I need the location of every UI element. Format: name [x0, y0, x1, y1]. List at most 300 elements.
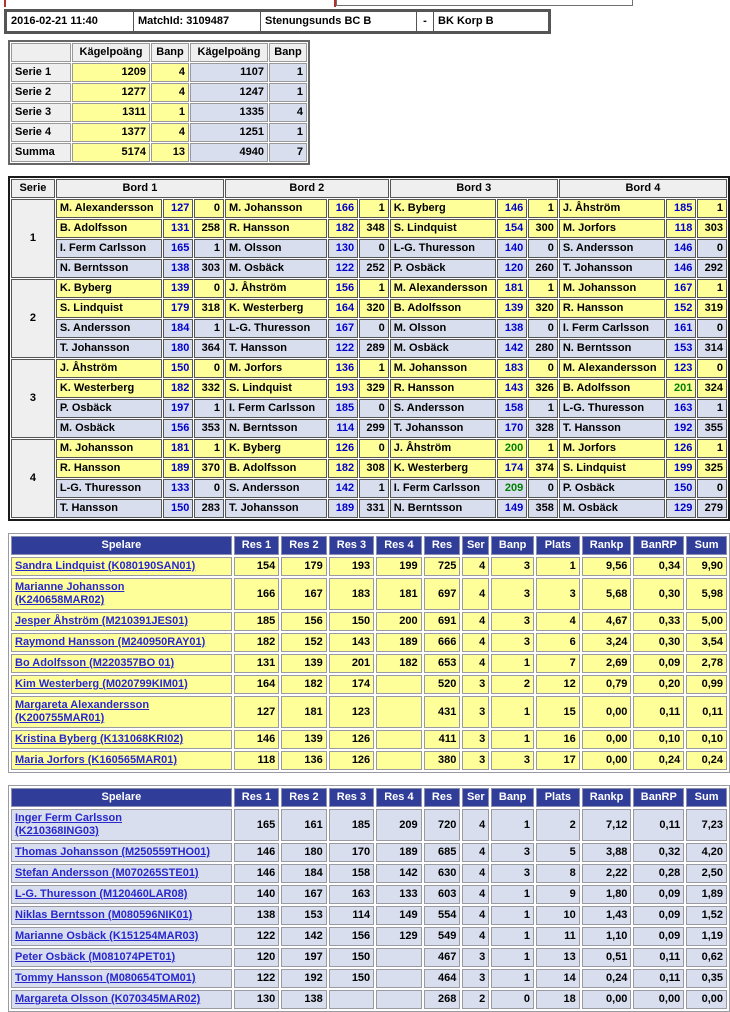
lane-points: 3 — [491, 843, 534, 862]
res-4: 182 — [376, 654, 421, 673]
game-score: 167 — [328, 319, 358, 338]
lane-rank-points: 0,30 — [633, 633, 684, 652]
player-link[interactable]: Thomas Johansson (M250559THO01) — [15, 846, 211, 858]
home-banp: 1 — [151, 103, 189, 122]
lane-points: 0 — [528, 319, 558, 338]
player-link[interactable]: Niklas Berntsson (M080596NIK01) — [15, 909, 193, 921]
res-4 — [376, 675, 421, 694]
place: 5 — [536, 843, 580, 862]
res-3: 193 — [329, 557, 374, 576]
player-name: K. Westerberg — [56, 379, 162, 398]
lane-points: 1 — [359, 279, 389, 298]
player-link[interactable]: Tommy Hansson (M080654TOM01) — [15, 972, 196, 984]
res-total: 467 — [424, 948, 461, 967]
game-score: 146 — [497, 199, 527, 218]
res-1: 164 — [234, 675, 279, 694]
team-separator: - — [417, 12, 433, 31]
player-stats-row — [11, 696, 727, 728]
rank-points: 3,24 — [582, 633, 632, 652]
player-link[interactable]: Jesper Åhström (M210391JES01) — [15, 615, 189, 627]
stats-header-res-1: Res 1 — [234, 536, 279, 555]
game-score: 179 — [163, 299, 193, 318]
lane-points: 325 — [697, 459, 727, 478]
stats-header-res-2: Res 2 — [281, 536, 326, 555]
stats-header-banrp: BanRP — [633, 788, 684, 807]
player-stats-row — [11, 864, 727, 883]
res-total: 691 — [424, 612, 461, 631]
res-3: 158 — [329, 864, 374, 883]
player-name: M. Jorfors — [559, 439, 665, 458]
sum: 5,00 — [686, 612, 727, 631]
rank-points: 1,10 — [582, 927, 632, 946]
series-row — [11, 359, 727, 378]
lane-rank-points: 0,34 — [633, 557, 684, 576]
stats-header-banp: Banp — [491, 536, 534, 555]
player-name: M. Johansson — [559, 279, 665, 298]
player-name: T. Hansson — [56, 499, 162, 518]
player-stats-row — [11, 809, 727, 841]
lane-points: 0 — [359, 439, 389, 458]
player-cell — [11, 654, 232, 673]
place: 18 — [536, 990, 580, 1009]
player-cell — [11, 843, 232, 862]
series-row — [11, 459, 727, 478]
player-name: R. Hansson — [559, 299, 665, 318]
res-4: 181 — [376, 578, 421, 610]
sum: 0,24 — [686, 751, 727, 770]
lane-points: 0 — [528, 479, 558, 498]
lane-points: 1 — [491, 696, 534, 728]
player-name: B. Adolfsson — [56, 219, 162, 238]
res-2: 153 — [281, 906, 326, 925]
lane-points: 1 — [491, 885, 534, 904]
match-datetime: 2016-02-21 11:40 — [7, 12, 133, 31]
res-total: 653 — [424, 654, 461, 673]
player-link[interactable]: Peter Osbäck (M081074PET01) — [15, 951, 176, 963]
game-score: 126 — [328, 439, 358, 458]
series-row — [11, 399, 727, 418]
player-name: P. Osbäck — [56, 399, 162, 418]
game-score: 184 — [163, 319, 193, 338]
lane-points: 1 — [194, 319, 224, 338]
player-name: B. Adolfsson — [225, 459, 327, 478]
series-count: 2 — [462, 990, 489, 1009]
player-name: M. Alexandersson — [559, 359, 665, 378]
place: 4 — [536, 612, 580, 631]
lane-points: 1 — [491, 948, 534, 967]
res-total: 603 — [424, 885, 461, 904]
res-3: 201 — [329, 654, 374, 673]
place: 1 — [536, 557, 580, 576]
series-count: 4 — [462, 578, 489, 610]
game-score: 150 — [163, 499, 193, 518]
lane-points: 3 — [491, 578, 534, 610]
lane-points: 353 — [194, 419, 224, 438]
lane-points: 1 — [491, 969, 534, 988]
player-name: T. Johansson — [56, 339, 162, 358]
game-score: 142 — [328, 479, 358, 498]
lane-points: 374 — [528, 459, 558, 478]
rank-points: 0,00 — [582, 751, 632, 770]
lane-rank-points: 0,09 — [633, 885, 684, 904]
player-cell — [11, 969, 232, 988]
home-pins: 1311 — [72, 103, 150, 122]
player-name: M. Osbäck — [559, 499, 665, 518]
res-2: 184 — [281, 864, 326, 883]
player-name: N. Berntsson — [559, 339, 665, 358]
res-4: 199 — [376, 557, 421, 576]
serie-number: 3 — [11, 359, 55, 438]
res-3: 170 — [329, 843, 374, 862]
res-4: 209 — [376, 809, 421, 841]
series-row — [11, 339, 727, 358]
lane-points: 1 — [491, 906, 534, 925]
player-name: K. Byberg — [56, 279, 162, 298]
game-score: 140 — [497, 239, 527, 258]
lane-points: 324 — [697, 379, 727, 398]
res-4 — [376, 730, 421, 749]
player-stats-row — [11, 948, 727, 967]
home-pins: 1277 — [72, 83, 150, 102]
res-4: 142 — [376, 864, 421, 883]
summary-row-label: Serie 3 — [11, 103, 71, 122]
game-score: 149 — [497, 499, 527, 518]
game-score: 189 — [328, 499, 358, 518]
res-1: 118 — [234, 751, 279, 770]
game-score: 122 — [328, 339, 358, 358]
summary-row-label: Serie 2 — [11, 83, 71, 102]
res-1: 120 — [234, 948, 279, 967]
player-name: J. Åhström — [559, 199, 665, 218]
game-score: 185 — [328, 399, 358, 418]
stats-header-res: Res — [424, 788, 461, 807]
res-3: 150 — [329, 612, 374, 631]
player-link[interactable]: Margareta Olsson (K070345MAR02) — [15, 993, 201, 1005]
res-1: 146 — [234, 843, 279, 862]
lane-points: 2 — [491, 675, 534, 694]
stats-header-ser: Ser — [462, 788, 489, 807]
player-stats-row — [11, 730, 727, 749]
player-name: R. Hansson — [225, 219, 327, 238]
game-score: 146 — [666, 259, 696, 278]
res-4 — [376, 990, 421, 1009]
player-name: T. Johansson — [559, 259, 665, 278]
away-banp: 1 — [269, 63, 307, 82]
away-team-name: BK Korp B — [434, 12, 548, 31]
away-pins: 1107 — [190, 63, 268, 82]
player-cell — [11, 730, 232, 749]
series-row — [11, 279, 727, 298]
res-total: 380 — [424, 751, 461, 770]
lane-points: 1 — [697, 399, 727, 418]
series-lanes-table — [8, 176, 730, 521]
series-count: 3 — [462, 675, 489, 694]
place: 3 — [536, 578, 580, 610]
home-team-name: Stenungsunds BC B — [261, 12, 416, 31]
summary-header-home-pins: Kägelpoäng — [72, 43, 150, 62]
rank-points: 1,80 — [582, 885, 632, 904]
lane-points: 331 — [359, 499, 389, 518]
lane-points: 318 — [194, 299, 224, 318]
lane-points: 1 — [359, 359, 389, 378]
player-stats-row — [11, 675, 727, 694]
rank-points: 7,12 — [582, 809, 632, 841]
res-1: 146 — [234, 864, 279, 883]
lane-points: 280 — [528, 339, 558, 358]
lane-points: 1 — [491, 654, 534, 673]
player-name: M. Osbäck — [56, 419, 162, 438]
player-name: M. Alexandersson — [390, 279, 496, 298]
stats-header-sum: Sum — [686, 788, 727, 807]
res-1: 146 — [234, 730, 279, 749]
game-score: 150 — [666, 479, 696, 498]
res-4: 133 — [376, 885, 421, 904]
game-score: 209 — [497, 479, 527, 498]
lane-points: 1 — [194, 439, 224, 458]
lane-rank-points: 0,11 — [633, 696, 684, 728]
series-row — [11, 259, 727, 278]
player-name: M. Olsson — [390, 319, 496, 338]
lane-points: 1 — [697, 439, 727, 458]
player-cell — [11, 809, 232, 841]
series-row — [11, 379, 727, 398]
res-total: 431 — [424, 696, 461, 728]
game-score: 201 — [666, 379, 696, 398]
series-count: 4 — [462, 557, 489, 576]
away-banp: 4 — [269, 103, 307, 122]
res-total: 554 — [424, 906, 461, 925]
player-link[interactable]: Maria Jorfors (K160565MAR01) — [15, 754, 178, 766]
res-total: 630 — [424, 864, 461, 883]
res-total: 685 — [424, 843, 461, 862]
player-name: T. Johansson — [225, 499, 327, 518]
game-score: 129 — [666, 499, 696, 518]
series-header-row — [11, 179, 727, 198]
player-link[interactable]: Stefan Andersson (M070265STE01) — [15, 867, 199, 879]
player-link[interactable]: Marianne Johansson (K240658MAR02) — [15, 581, 125, 606]
summary-total-row — [11, 143, 307, 162]
player-name: T. Johansson — [390, 419, 496, 438]
res-3: 126 — [329, 730, 374, 749]
res-3: 174 — [329, 675, 374, 694]
lane-rank-points: 0,00 — [633, 990, 684, 1009]
res-4: 149 — [376, 906, 421, 925]
lane-points: 3 — [491, 557, 534, 576]
res-3: 126 — [329, 751, 374, 770]
player-cell — [11, 906, 232, 925]
player-link[interactable]: Kristina Byberg (K131068KRI02) — [15, 733, 184, 745]
stats-header-res-1: Res 1 — [234, 788, 279, 807]
player-link[interactable]: L-G. Thuresson (M120460LAR08) — [15, 888, 188, 900]
lane-points: 3 — [491, 612, 534, 631]
away-banp: 1 — [269, 123, 307, 142]
game-score: 154 — [497, 219, 527, 238]
lane-points: 1 — [359, 199, 389, 218]
summary-table-body — [11, 63, 307, 162]
res-2: 139 — [281, 730, 326, 749]
home-banp: 4 — [151, 123, 189, 142]
game-score: 183 — [497, 359, 527, 378]
series-count: 4 — [462, 654, 489, 673]
sum: 5,98 — [686, 578, 727, 610]
stats-header-res-4: Res 4 — [376, 536, 421, 555]
place: 10 — [536, 906, 580, 925]
res-4 — [376, 948, 421, 967]
lane-points: 292 — [697, 259, 727, 278]
lane-points: 1 — [528, 199, 558, 218]
place: 17 — [536, 751, 580, 770]
player-cell — [11, 675, 232, 694]
series-count: 3 — [462, 969, 489, 988]
stats-header-plats: Plats — [536, 536, 580, 555]
series-row — [11, 299, 727, 318]
game-score: 181 — [497, 279, 527, 298]
series-count: 3 — [462, 948, 489, 967]
player-name: S. Lindquist — [56, 299, 162, 318]
player-link[interactable]: Sandra Lindquist (K080190SAN01) — [15, 560, 196, 572]
res-2: 167 — [281, 885, 326, 904]
lane-rank-points: 0,20 — [633, 675, 684, 694]
player-name: N. Berntsson — [56, 259, 162, 278]
res-1: 182 — [234, 633, 279, 652]
series-count: 3 — [462, 751, 489, 770]
player-stats-row — [11, 990, 727, 1009]
player-name: M. Johansson — [56, 439, 162, 458]
lane-rank-points: 0,09 — [633, 654, 684, 673]
series-count: 4 — [462, 612, 489, 631]
summary-header-away-banp: Banp — [269, 43, 307, 62]
lane-points: 258 — [194, 219, 224, 238]
res-3: 143 — [329, 633, 374, 652]
player-link[interactable]: Inger Ferm Carlsson (K210368ING03) — [15, 812, 122, 837]
lane-points: 303 — [194, 259, 224, 278]
lane-points: 358 — [528, 499, 558, 518]
lane-rank-points: 0,11 — [633, 969, 684, 988]
stats-header-sum: Sum — [686, 536, 727, 555]
player-cell — [11, 578, 232, 610]
game-score: 122 — [328, 259, 358, 278]
series-count: 3 — [462, 730, 489, 749]
place: 16 — [536, 730, 580, 749]
series-count: 4 — [462, 864, 489, 883]
rank-points: 4,67 — [582, 612, 632, 631]
lane-points: 0 — [194, 199, 224, 218]
player-name: S. Andersson — [56, 319, 162, 338]
series-header-bord3: Bord 3 — [390, 179, 558, 198]
game-score: 182 — [163, 379, 193, 398]
res-1: 122 — [234, 969, 279, 988]
lane-points: 0 — [697, 239, 727, 258]
lane-points: 1 — [359, 479, 389, 498]
res-3: 150 — [329, 969, 374, 988]
rank-points: 9,56 — [582, 557, 632, 576]
game-score: 180 — [163, 339, 193, 358]
stats-header-spelare: Spelare — [11, 536, 232, 555]
res-3: 183 — [329, 578, 374, 610]
lane-points: 0 — [491, 990, 534, 1009]
lane-points: 3 — [491, 633, 534, 652]
player-name: M. Osbäck — [390, 339, 496, 358]
player-stats-row — [11, 927, 727, 946]
rank-points: 0,00 — [582, 730, 632, 749]
player-cell — [11, 751, 232, 770]
away-stats-body — [11, 809, 727, 1009]
res-1: 122 — [234, 927, 279, 946]
player-stats-row — [11, 885, 727, 904]
player-cell — [11, 927, 232, 946]
player-cell — [11, 948, 232, 967]
game-score: 189 — [163, 459, 193, 478]
cropped-text-cell — [336, 0, 633, 6]
game-score: 152 — [666, 299, 696, 318]
player-name: K. Byberg — [390, 199, 496, 218]
player-cell — [11, 885, 232, 904]
player-link[interactable]: Margareta Alexandersson (K200755MAR01) — [15, 699, 150, 724]
player-name: L-G. Thuresson — [390, 239, 496, 258]
lane-points: 303 — [697, 219, 727, 238]
lane-points: 0 — [697, 359, 727, 378]
player-name: I. Ferm Carlsson — [390, 479, 496, 498]
lane-points: 1 — [697, 279, 727, 298]
res-4 — [376, 751, 421, 770]
serie-number: 2 — [11, 279, 55, 358]
player-link[interactable]: Bo Adolfsson (M220357BO 01) — [15, 657, 175, 669]
stats-header-row — [11, 788, 727, 807]
game-score: 200 — [497, 439, 527, 458]
lane-points: 1 — [491, 927, 534, 946]
lane-points: 332 — [194, 379, 224, 398]
series-header-bord4: Bord 4 — [559, 179, 727, 198]
res-total: 549 — [424, 927, 461, 946]
rank-points: 0,79 — [582, 675, 632, 694]
player-link[interactable]: Raymond Hansson (M240950RAY01) — [15, 636, 206, 648]
res-2: 180 — [281, 843, 326, 862]
res-1: 185 — [234, 612, 279, 631]
summary-row-label: Serie 4 — [11, 123, 71, 142]
stats-header-banrp: BanRP — [633, 536, 684, 555]
res-4: 200 — [376, 612, 421, 631]
cropped-red-cell — [4, 0, 336, 7]
lane-rank-points: 0,09 — [633, 906, 684, 925]
game-score: 193 — [328, 379, 358, 398]
lane-points: 1 — [528, 399, 558, 418]
lane-points: 1 — [528, 439, 558, 458]
res-1: 130 — [234, 990, 279, 1009]
game-score: 165 — [163, 239, 193, 258]
place: 9 — [536, 885, 580, 904]
res-2: 197 — [281, 948, 326, 967]
player-name: L-G. Thuresson — [56, 479, 162, 498]
player-name: P. Osbäck — [559, 479, 665, 498]
res-4: 189 — [376, 633, 421, 652]
sum: 0,00 — [686, 990, 727, 1009]
rank-points: 3,88 — [582, 843, 632, 862]
rank-points: 0,00 — [582, 990, 632, 1009]
lane-rank-points: 0,33 — [633, 612, 684, 631]
game-score: 156 — [328, 279, 358, 298]
game-score: 158 — [497, 399, 527, 418]
res-2: 192 — [281, 969, 326, 988]
player-link[interactable]: Marianne Osbäck (K151254MAR03) — [15, 930, 199, 942]
place: 11 — [536, 927, 580, 946]
player-name: S. Lindquist — [390, 219, 496, 238]
series-row — [11, 439, 727, 458]
lane-rank-points: 0,09 — [633, 927, 684, 946]
home-banp: 4 — [151, 63, 189, 82]
rank-points: 5,68 — [582, 578, 632, 610]
player-link[interactable]: Kim Westerberg (M020799KIM01) — [15, 678, 188, 690]
stats-header-res-2: Res 2 — [281, 788, 326, 807]
